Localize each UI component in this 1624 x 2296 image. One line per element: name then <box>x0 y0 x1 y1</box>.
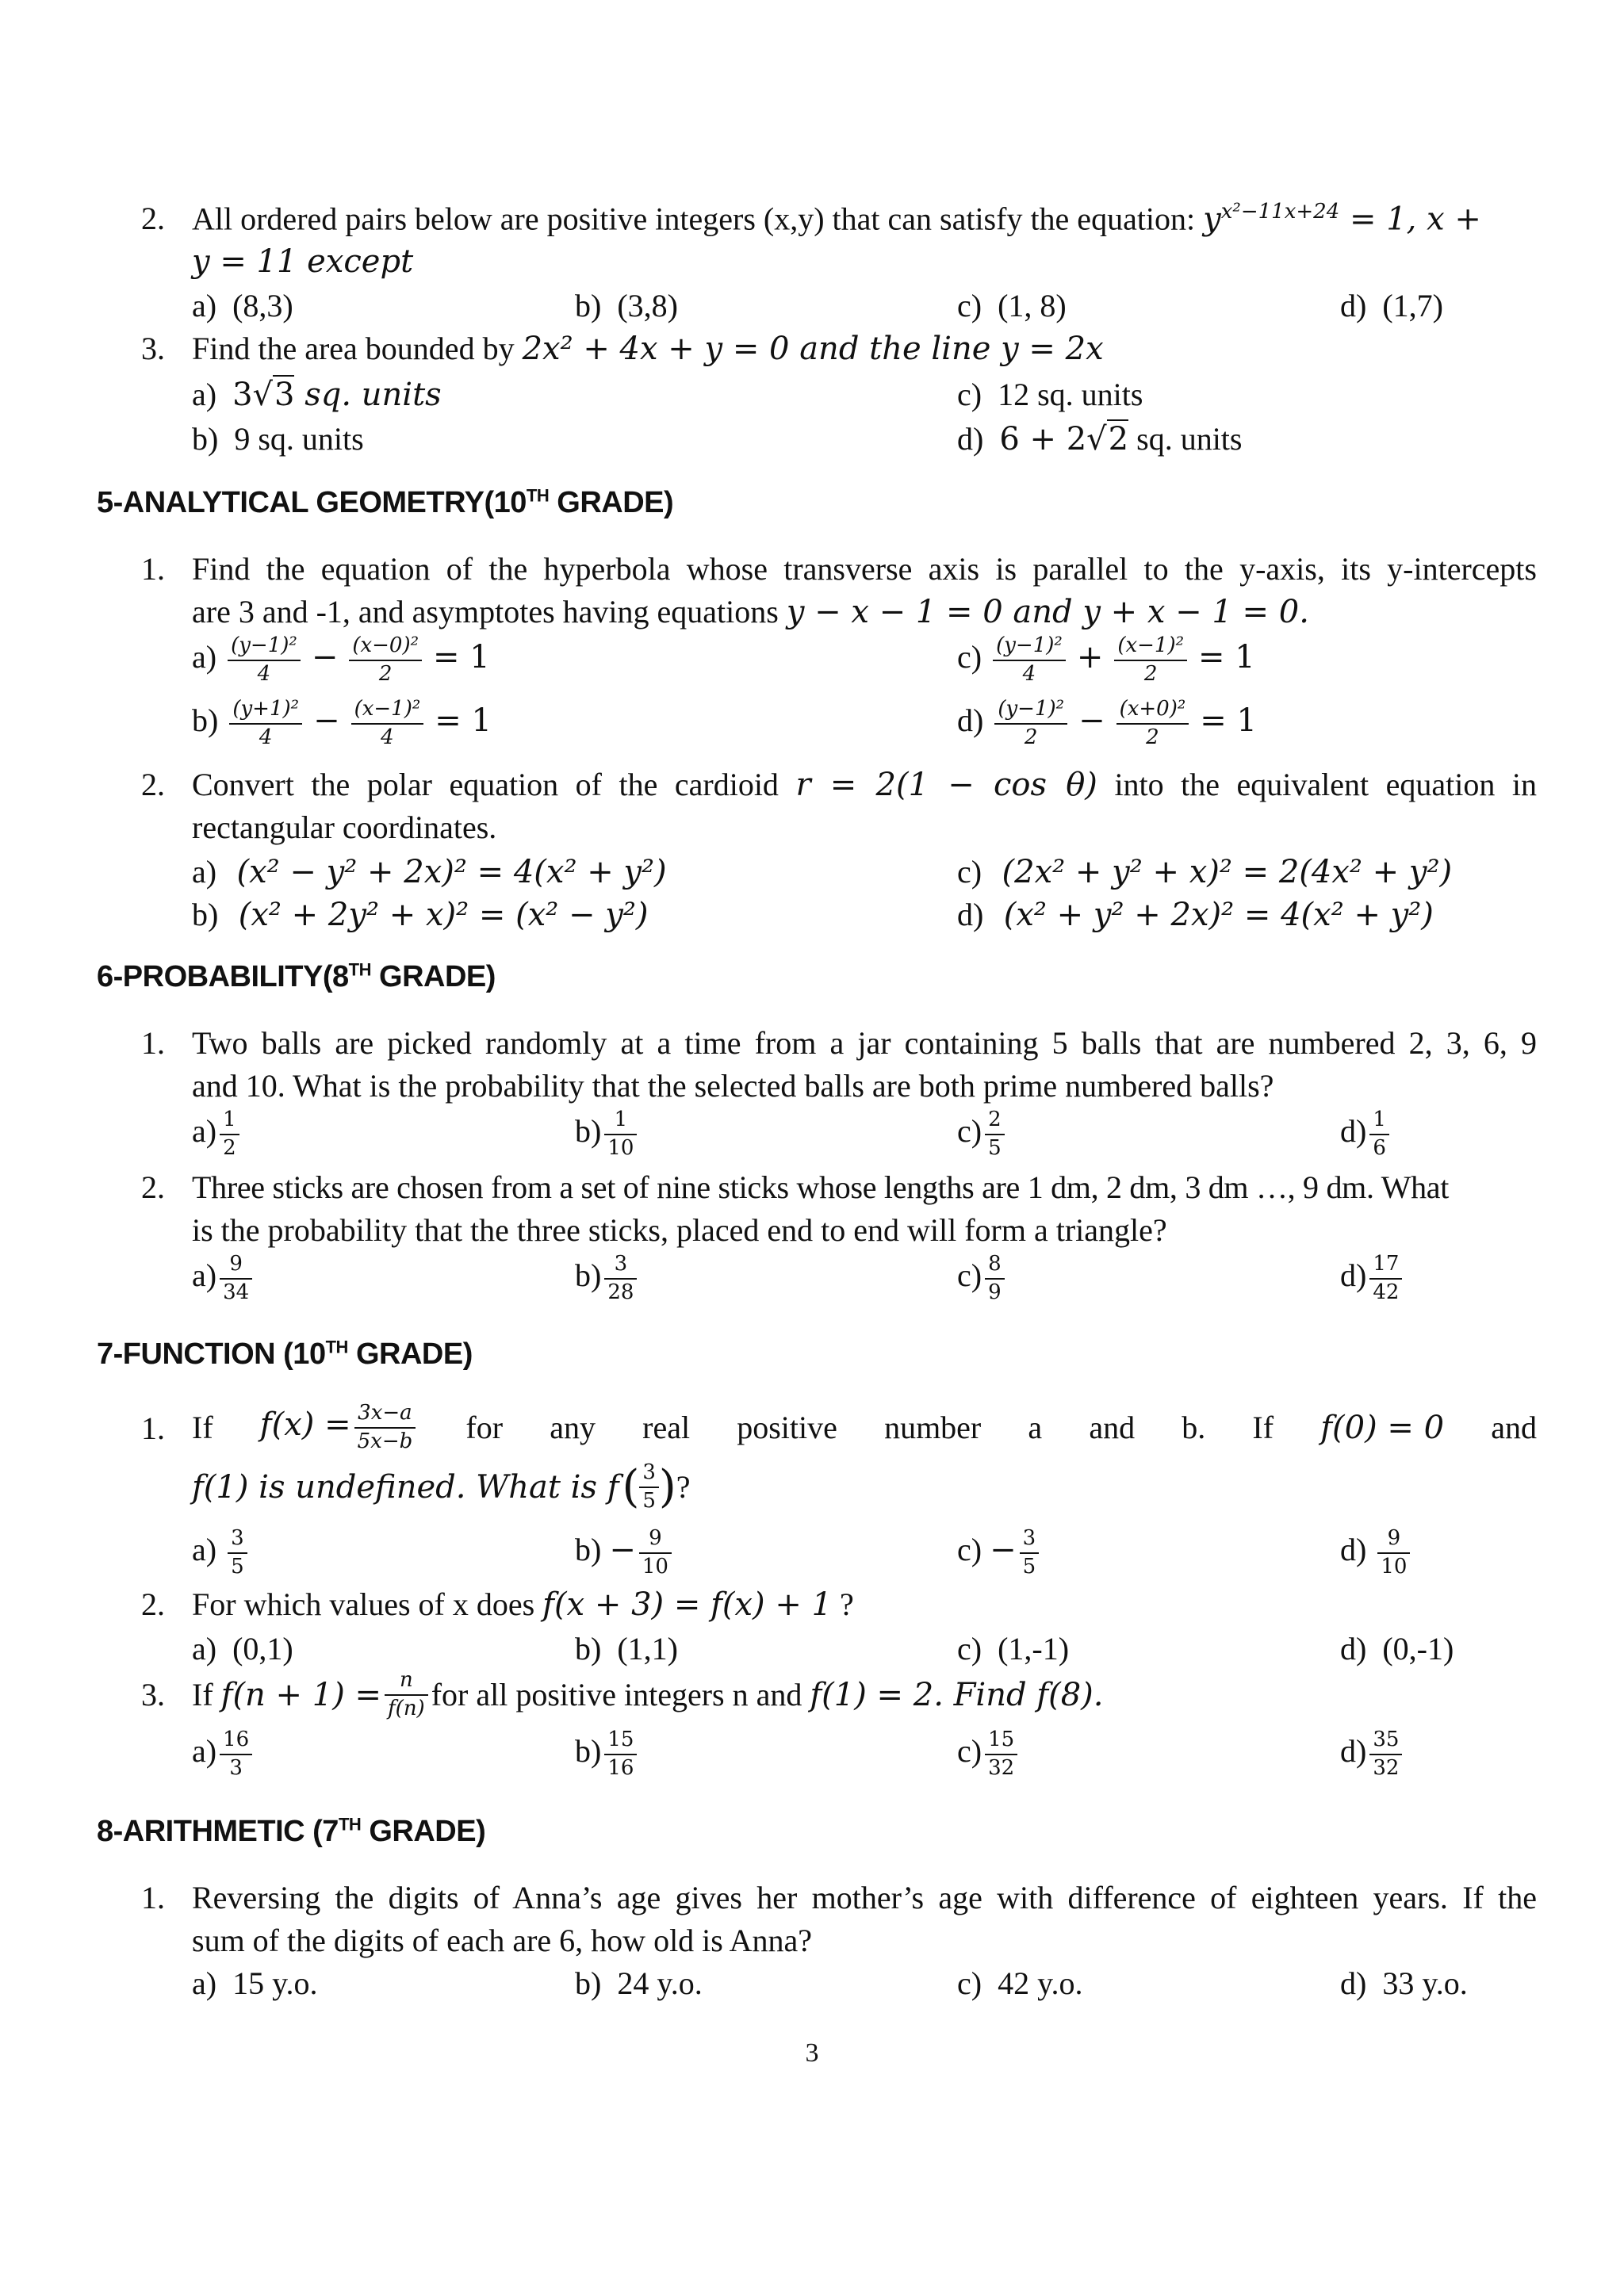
option-d: d) (x² + y² + 2x)² = 4(x² + y²) <box>957 897 1434 933</box>
option-c: c) (2x² + y² + x)² = 2(4x² + y²) <box>957 854 1453 890</box>
question-text-line2: sum of the digits of each are 6, how old is Anna? <box>192 1923 813 1958</box>
question-number: 3. <box>141 1677 165 1712</box>
option-b: b) $\frac{15}{16}$ <box>575 1728 640 1781</box>
option-b: b) $\frac{1}{10}$ <box>575 1108 640 1161</box>
question-text: Find the equation of the hyperbola whose transverse axis is parallel to the y-axis, its y-intercepts <box>192 551 1537 587</box>
question-text-line2: y = 11 except <box>192 243 414 280</box>
option-a: a) (8,3) <box>192 288 293 323</box>
option-d: d) 6 + 2√2 sq. units <box>957 421 1243 457</box>
section-heading-analytical-geometry: 5-ANALYTICAL GEOMETRY(10TH GRADE) <box>97 485 674 519</box>
option-d: d) $\frac{17}{42}$ <box>1340 1253 1405 1305</box>
question-text: Reversing the digits of Anna’s age gives her mother’s age with difference of eighteen years. If the <box>192 1880 1537 1915</box>
option-b: b) (x² + 2y² + x)² = (x² − y²) <box>192 897 649 933</box>
option-b: b) $\frac{3}{28}$ <box>575 1253 640 1305</box>
option-d: d) $\frac{\text{(y−1)²}}{2}$ − $\frac{\text{(x+0)²}}{2}$ = 1 <box>957 697 1257 749</box>
option-d: d) (0,-1) <box>1340 1631 1454 1667</box>
option-b: b) (3,8) <box>575 288 678 323</box>
option-b: b) $\frac{\text{(y+1)²}}{4}$ − $\frac{\text{(x−1)²}}{4}$ = 1 <box>192 697 492 749</box>
option-c: c) 12 sq. units <box>957 377 1143 412</box>
question-text: If f(x) = $\frac{3x-a}{5x-b}$ for any real positive number a and b. If f(0) = 0 and <box>192 1401 1537 1453</box>
option-b: b) 24 y.o. <box>575 1965 703 2001</box>
question-text-line2: are 3 and -1, and asymptotes having equations y − x − 1 = 0 and y + x − 1 = 0. <box>192 594 1309 630</box>
option-d: d) $\frac{35}{32}$ <box>1340 1728 1405 1781</box>
question-number: 1. <box>141 1410 165 1446</box>
option-c: c) $\frac{\text{(y−1)²}}{4}$ + $\frac{\text{(x−1)²}}{2}$ = 1 <box>957 633 1255 686</box>
question-number: 1. <box>141 551 165 587</box>
question-text: Find the area bounded by 2x² + 4x + y = 0 and the line y = 2x <box>192 331 1104 367</box>
option-a: a) 3√3 sq. units <box>192 377 442 413</box>
question-text: For which values of x does f(x + 3) = f(x) + 1 ? <box>192 1586 854 1623</box>
question-text-line2: is the probability that the three sticks, placed end to end will form a triangle? <box>192 1212 1167 1248</box>
option-a: a) $\frac{9}{34}$ <box>192 1253 255 1305</box>
option-c: c) − $\frac{3}{5}$ <box>957 1527 1042 1579</box>
question-text-line2: f(1) is undefined. What is f ( $\frac{3}{5}$ ) ? <box>192 1460 691 1513</box>
option-d: d) 33 y.o. <box>1340 1965 1468 2001</box>
section-heading-arithmetic: 8-ARITHMETIC (7TH GRADE) <box>97 1814 486 1848</box>
option-a: a) $\frac{\text{(y−1)²}}{4}$ − $\frac{\text{(x−0)²}}{2}$ = 1 <box>192 633 490 686</box>
option-a: a) $\frac{1}{2}$ <box>192 1108 243 1161</box>
question-text: Three sticks are chosen from a set of nine sticks whose lengths are 1 dm, 2 dm, 3 dm …, 9 dm. What <box>192 1169 1450 1205</box>
option-c: c) $\frac{8}{9}$ <box>957 1253 1008 1305</box>
option-a: a) (0,1) <box>192 1631 293 1667</box>
question-text: Convert the polar equation of the cardioid r = 2(1 − cos θ) into the equivalent equation in <box>192 767 1538 803</box>
question-text: If f(n + 1) = $\frac{n}{f(n)}$ for all positive integers n and f(1) = 2. Find f(8). <box>192 1668 1104 1720</box>
option-c: c) (1,-1) <box>957 1631 1070 1667</box>
page-number: 3 <box>805 2038 819 2068</box>
option-b: b) 9 sq. units <box>192 421 364 457</box>
section-heading-probability: 6-PROBABILITY(8TH GRADE) <box>97 959 496 993</box>
option-c: c) (1, 8) <box>957 288 1067 323</box>
question-text: Two balls are picked randomly at a time from a jar containing 5 balls that are numbered 2, 3, 6, 9 <box>192 1025 1537 1061</box>
question-number: 2. <box>141 1586 165 1622</box>
question-number: 2. <box>141 1169 165 1205</box>
option-c: c) 42 y.o. <box>957 1965 1083 2001</box>
option-b: b) − $\frac{9}{10}$ <box>575 1527 675 1579</box>
question-number: 1. <box>141 1880 165 1915</box>
question-number: 2. <box>141 767 165 802</box>
question-text: All ordered pairs below are positive integers (x,y) that can satisfy the equation: $y^{x^2-11x+24} = 1$, x + <box>192 200 1481 238</box>
option-c: c) $\frac{2}{5}$ <box>957 1108 1008 1161</box>
option-a: a) (x² − y² + 2x)² = 4(x² + y²) <box>192 854 667 890</box>
section-heading-function: 7-FUNCTION (10TH GRADE) <box>97 1337 473 1371</box>
option-d: d) $\frac{9}{10}$ <box>1340 1527 1413 1579</box>
question-number: 1. <box>141 1025 165 1061</box>
option-a: a) 15 y.o. <box>192 1965 318 2001</box>
option-a: a) $\frac{3}{5}$ <box>192 1527 251 1579</box>
option-d: d) (1,7) <box>1340 288 1443 323</box>
question-number: 2. <box>141 201 165 236</box>
option-c: c) $\frac{15}{32}$ <box>957 1728 1021 1781</box>
question-text-line2: rectangular coordinates. <box>192 809 497 845</box>
option-a: a) $\frac{16}{3}$ <box>192 1728 255 1781</box>
question-number: 3. <box>141 331 165 366</box>
question-text-line2: and 10. What is the probability that the selected balls are both prime numbered balls? <box>192 1068 1274 1104</box>
option-b: b) (1,1) <box>575 1631 678 1667</box>
option-d: d) $\frac{1}{6}$ <box>1340 1108 1392 1161</box>
